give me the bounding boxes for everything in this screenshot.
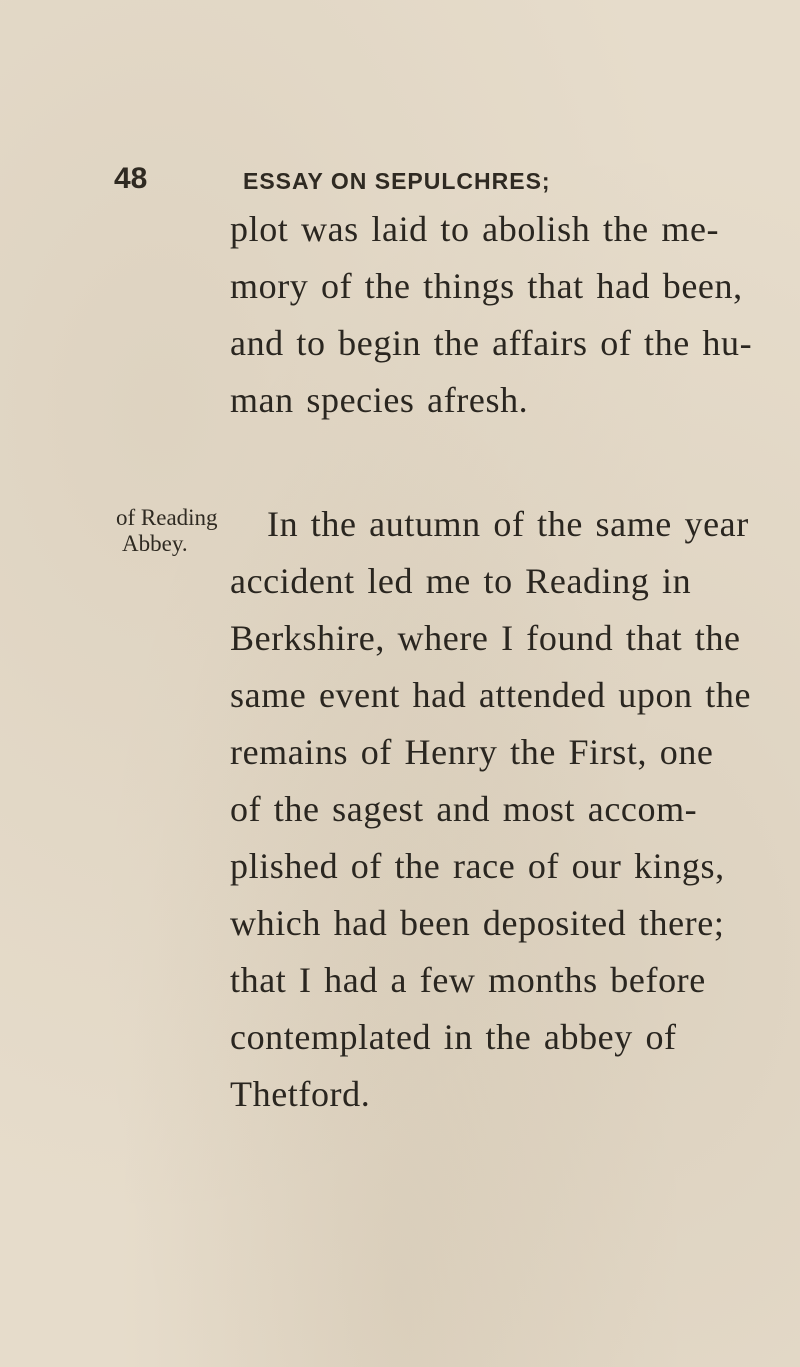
text-line: that I had a few months before: [230, 960, 706, 1000]
text-line: of the sagest and most accom-: [230, 789, 698, 829]
text-line: contemplated in the abbey of: [230, 1017, 677, 1057]
page-number: 48: [114, 162, 148, 195]
text-line: accident led me to Reading in: [230, 561, 692, 601]
margin-note-line: of Reading: [116, 505, 218, 530]
running-head: ESSAY ON SEPULCHRES;: [243, 168, 551, 194]
text-line: plot was laid to abolish the me-: [230, 209, 720, 249]
text-line: mory of the things that had been,: [230, 266, 743, 306]
text-line: remains of Henry the First, one: [230, 732, 714, 772]
margin-note-line: Abbey.: [122, 531, 188, 556]
text-line: Thetford.: [230, 1074, 371, 1114]
text-line: Berkshire, where I found that the: [230, 618, 741, 658]
text-line: plished of the race of our kings,: [230, 846, 725, 886]
text-line: and to begin the affairs of the hu-: [230, 323, 753, 363]
text-line: man species afresh.: [230, 380, 529, 420]
margin-note: [116, 505, 218, 557]
text-line: In the autumn of the same year: [267, 504, 749, 544]
text-line: which had been deposited there;: [230, 903, 725, 943]
text-line: same event had attended upon the: [230, 675, 752, 715]
